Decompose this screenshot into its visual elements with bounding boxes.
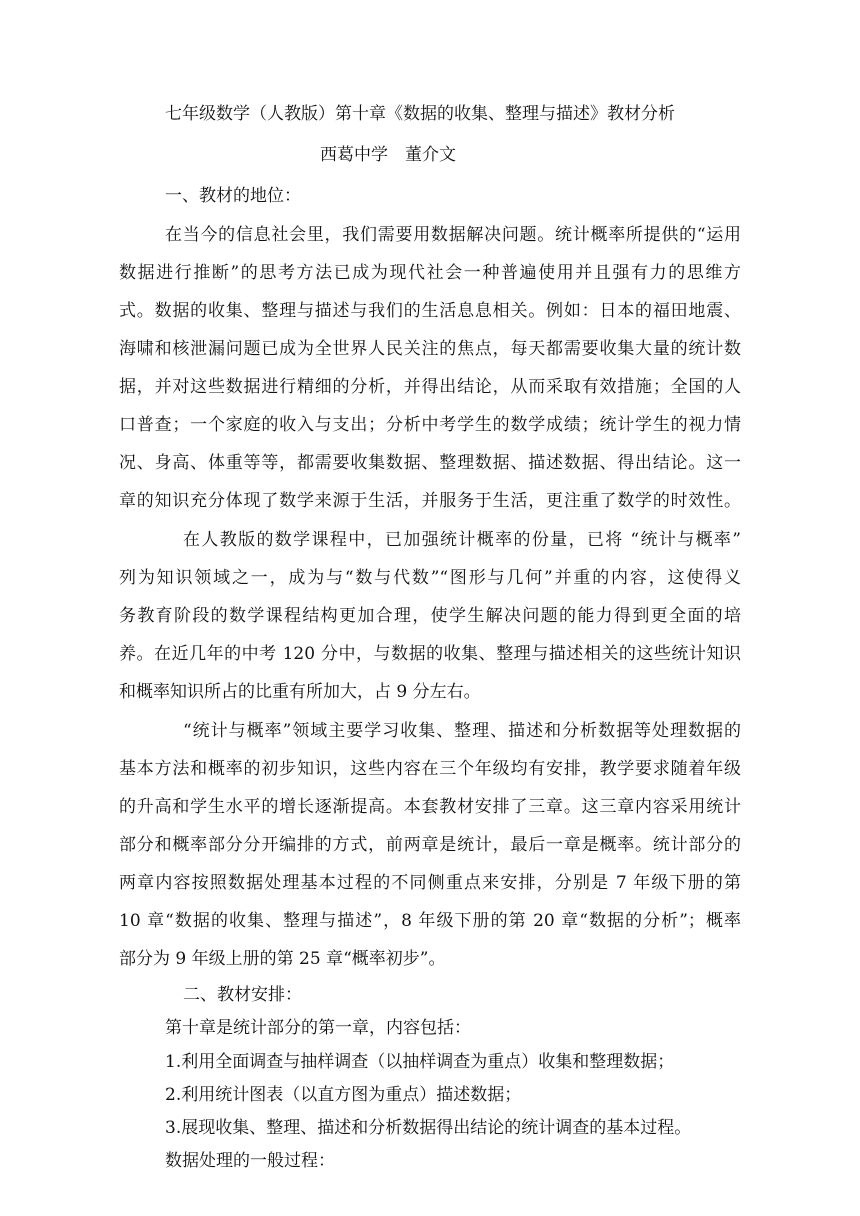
paragraph-line: 10 章“数据的收集、整理与描述”，8 年级下册的第 20 章“数据的分析”；概率 (119, 911, 741, 931)
paragraph-line: 在当今的信息社会里，我们需要用数据解决问题。统计概率所提供的“运用 (165, 225, 741, 245)
paragraph-line: 口普查；一个家庭的收入与支出；分析中考学生的数学成绩；统计学生的视力情 (119, 415, 741, 435)
document-title: 七年级数学（人教版）第十章《数据的收集、整理与描述》教材分析 (165, 104, 675, 124)
process-label: 数据处理的一般过程： (165, 1151, 335, 1171)
paragraph-line: 两章内容按照数据处理基本过程的不同侧重点来安排，分别是 7 年级下册的第 (119, 873, 741, 893)
paragraph-line: 基本方法和概率的初步知识，这些内容在三个年级均有安排，教学要求随着年级 (119, 759, 741, 779)
list-item: 3.展现收集、整理、描述和分析数据得出结论的统计调查的基本过程。 (165, 1118, 692, 1138)
paragraph-line: “统计与概率”领域主要学习收集、整理、描述和分析数据等处理数据的 (183, 721, 741, 741)
list-item: 1.利用全面调查与抽样调查（以抽样调查为重点）收集和整理数据； (165, 1052, 675, 1072)
section-heading-position: 一、教材的地位： (165, 186, 301, 206)
paragraph-line: 章的知识充分体现了数学来源于生活，并服务于生活，更注重了数学的时效性。 (119, 491, 741, 511)
paragraph-line: 列为知识领域之一，成为与“数与代数”“图形与几何”并重的内容，这使得义 (119, 568, 741, 588)
paragraph-line: 式。数据的收集、整理与描述与我们的生活息息相关。例如：日本的福田地震、 (119, 301, 741, 321)
paragraph-line: 据，并对这些数据进行精细的分析，并得出结论，从而采取有效措施；全国的人 (119, 377, 741, 397)
author-byline: 西葛中学 董介文 (320, 145, 456, 165)
paragraph-line: 的升高和学生水平的增长逐渐提高。本套教材安排了三章。这三章内容采用统计 (119, 797, 741, 817)
paragraph-line: 和概率知识所占的比重有所加大，占 9 分左右。 (119, 682, 481, 702)
paragraph-line: 海啸和核泄漏问题已成为全世界人民关注的焦点，每天都需要收集大量的统计数 (119, 339, 741, 359)
list-item: 2.利用统计图表（以直方图为重点）描述数据； (165, 1085, 522, 1105)
paragraph-line: 部分和概率部分分开编排的方式，前两章是统计，最后一章是概率。统计部分的 (119, 835, 741, 855)
paragraph-line: 况、身高、体重等等，都需要收集数据、整理数据、描述数据、得出结论。这一 (119, 453, 741, 473)
paragraph-line: 在人教版的数学课程中，已加强统计概率的份量，已将 “统计与概率” (183, 530, 741, 550)
paragraph-line: 务教育阶段的数学课程结构更加合理，使学生解决问题的能力得到更全面的培 (119, 606, 741, 626)
paragraph-line: 养。在近几年的中考 120 分中，与数据的收集、整理与描述相关的这些统计知识 (119, 644, 741, 664)
section-intro: 第十章是统计部分的第一章，内容包括： (165, 1018, 471, 1038)
paragraph-line: 数据进行推断”的思考方法已成为现代社会一种普遍使用并且强有力的思维方 (119, 263, 741, 283)
section-heading-arrangement: 二、教材安排： (183, 985, 302, 1005)
paragraph-line: 部分为 9 年级上册的第 25 章“概率初步”。 (119, 949, 446, 969)
